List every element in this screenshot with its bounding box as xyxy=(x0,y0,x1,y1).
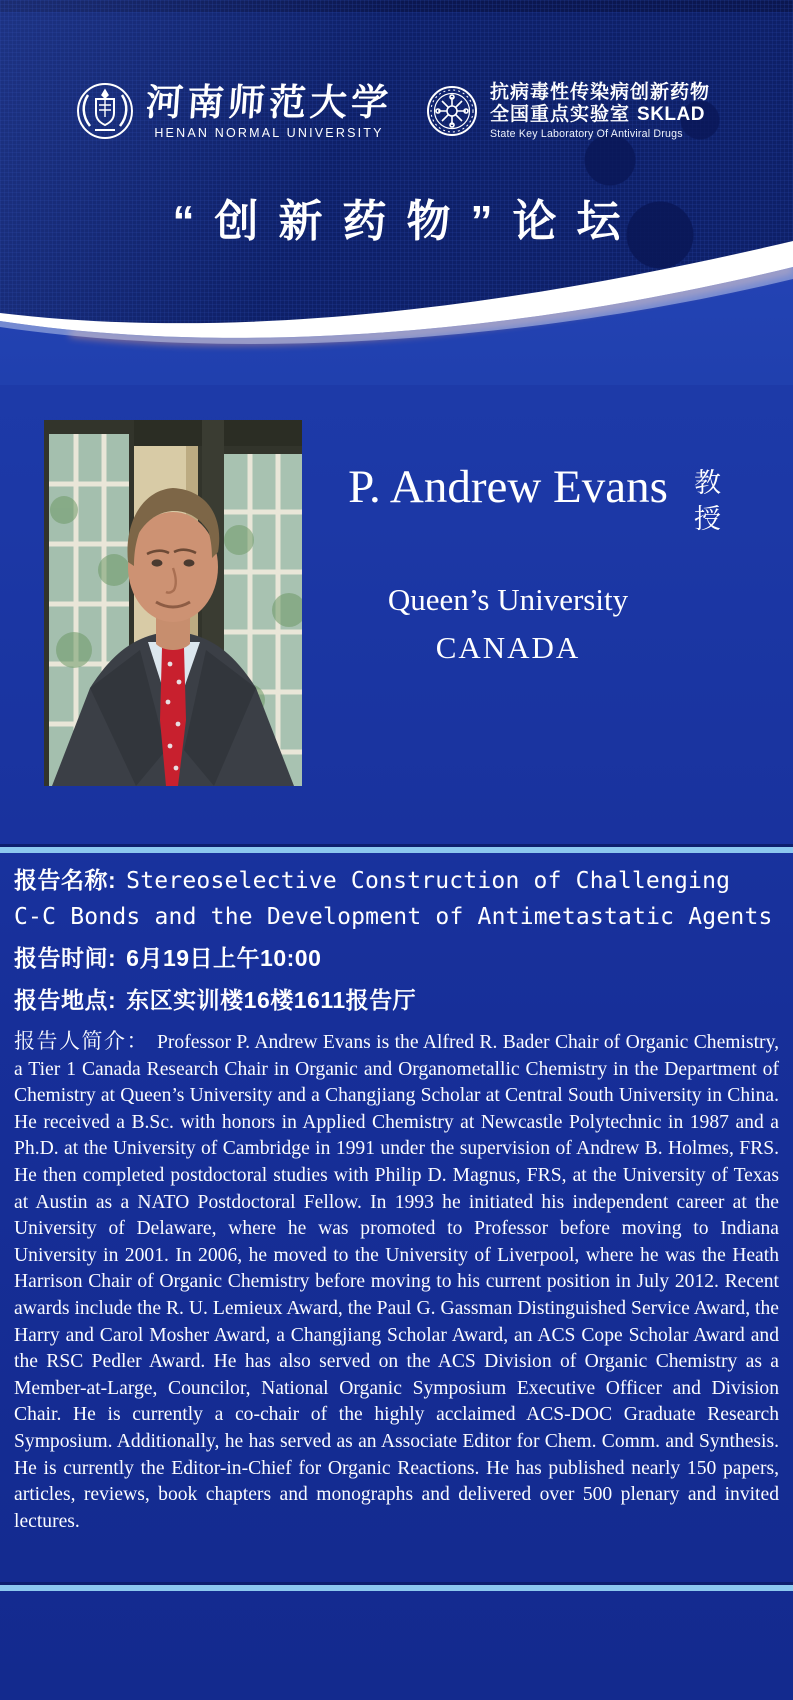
hnu-name-en: HENAN NORMAL UNIVERSITY xyxy=(154,125,384,140)
sklad-line2: 全国重点实验室 xyxy=(490,103,631,125)
bio-text: Professor P. Andrew Evans is the Alfred R. Bader Chair of Organic Chemistry, a Tier 1 Canada Research Chair in Organic and Organometallic Chemistry in the Department of Chemistry at Queen’s University and a Changjiang Scholar at Central South University in China. He received a B.Sc. with honors in Applied Chemistry at Newcastle Polytechnic in 1987 and a Ph.D. at the University of Cambridge in 1991 under the supervision of Andrew B. Holmes, FRS. He then completed postdoctoral studies with Philip D. Magnus, FRS, at the University of Texas at Austin as a NATO Postdoctoral Fellow. In 1993 he initiated his independent career at the University of Delaware, where he was promoted to Professor before moving to Indiana University in 2001. In 2006, he moved to the University of Liverpool, where he was the Heath Harrison Chair of Organic Chemistry before moving to his current position in July 2012. Recent awards include the R. U. Lemieux Award, the Paul G. Gassman Distinguished Service Award, the Harry and Carol Mosher Award, a Changjiang Scholar Award, an ACS Cope Scholar Award and the RSC Pedler Award. He has also served on the ACS Division of Organic Chemistry as a Member-at-Large, Councilor, National Organic Symposium Executive Officer and Division Chair. He is currently a co-chair of the highly acclaimed ACS-DOC Graduate Research Symposium. Additionally, he has served as an Associate Editor for Chem. Comm. and Synthesis. He is currently the Editor-in-Chief for Organic Reactions. He has published nearly 150 papers, articles, reviews, book chapters and monographs and delivered over 500 plenary and invited lectures. xyxy=(14,1032,780,1532)
speaker-country: CANADA xyxy=(435,629,581,665)
speaker-title-zh: 教授 xyxy=(690,468,720,540)
report-name-line1: Stereoselective Construction of Challenging xyxy=(126,868,731,894)
hnu-name-zh: 河南师范大学 xyxy=(144,80,394,125)
report-time-label: 报告时间: xyxy=(14,945,117,971)
sklad-line1: 抗病毒性传染病创新药物 xyxy=(490,82,711,104)
divider-bottom xyxy=(0,1582,793,1591)
report-time-value: 6月19日上午10:00 xyxy=(126,945,322,971)
sklad-line2-wrap xyxy=(490,104,710,126)
report-venue-line xyxy=(14,982,779,1015)
speaker-block xyxy=(308,462,708,672)
bio-label: 报告人简介： xyxy=(14,1030,149,1053)
swoosh-curve xyxy=(0,235,793,385)
hnu-logo-text xyxy=(146,82,392,140)
report-venue-value: 东区实训楼16楼1611报告厅 xyxy=(126,987,417,1013)
speaker-name: P. Andrew Evans xyxy=(348,461,668,513)
report-name-line xyxy=(14,862,779,895)
hnu-logo xyxy=(76,82,392,140)
sklad-emblem-icon xyxy=(426,85,478,137)
logo-row xyxy=(76,82,710,140)
report-info xyxy=(14,862,779,1555)
report-name-label: 报告名称: xyxy=(14,867,117,893)
divider-top xyxy=(0,844,793,853)
sklad-abbr: SKLAD xyxy=(637,103,705,125)
report-name-line2: C-C Bonds and the Development of Antimetastatic Agents xyxy=(14,904,773,930)
speaker-bio xyxy=(14,1029,779,1535)
report-venue-label: 报告地点: xyxy=(14,987,117,1013)
report-time-line xyxy=(14,940,779,973)
sklad-logo-text xyxy=(490,82,710,140)
speaker-photo xyxy=(44,420,302,786)
sklad-line3: State Key Laboratory Of Antiviral Drugs xyxy=(490,127,683,140)
sklad-logo xyxy=(426,82,710,140)
speaker-affiliation: Queen’s University xyxy=(387,581,629,617)
hnu-emblem-icon xyxy=(76,82,134,140)
forum-title: “创新药物”论坛 xyxy=(172,197,641,246)
